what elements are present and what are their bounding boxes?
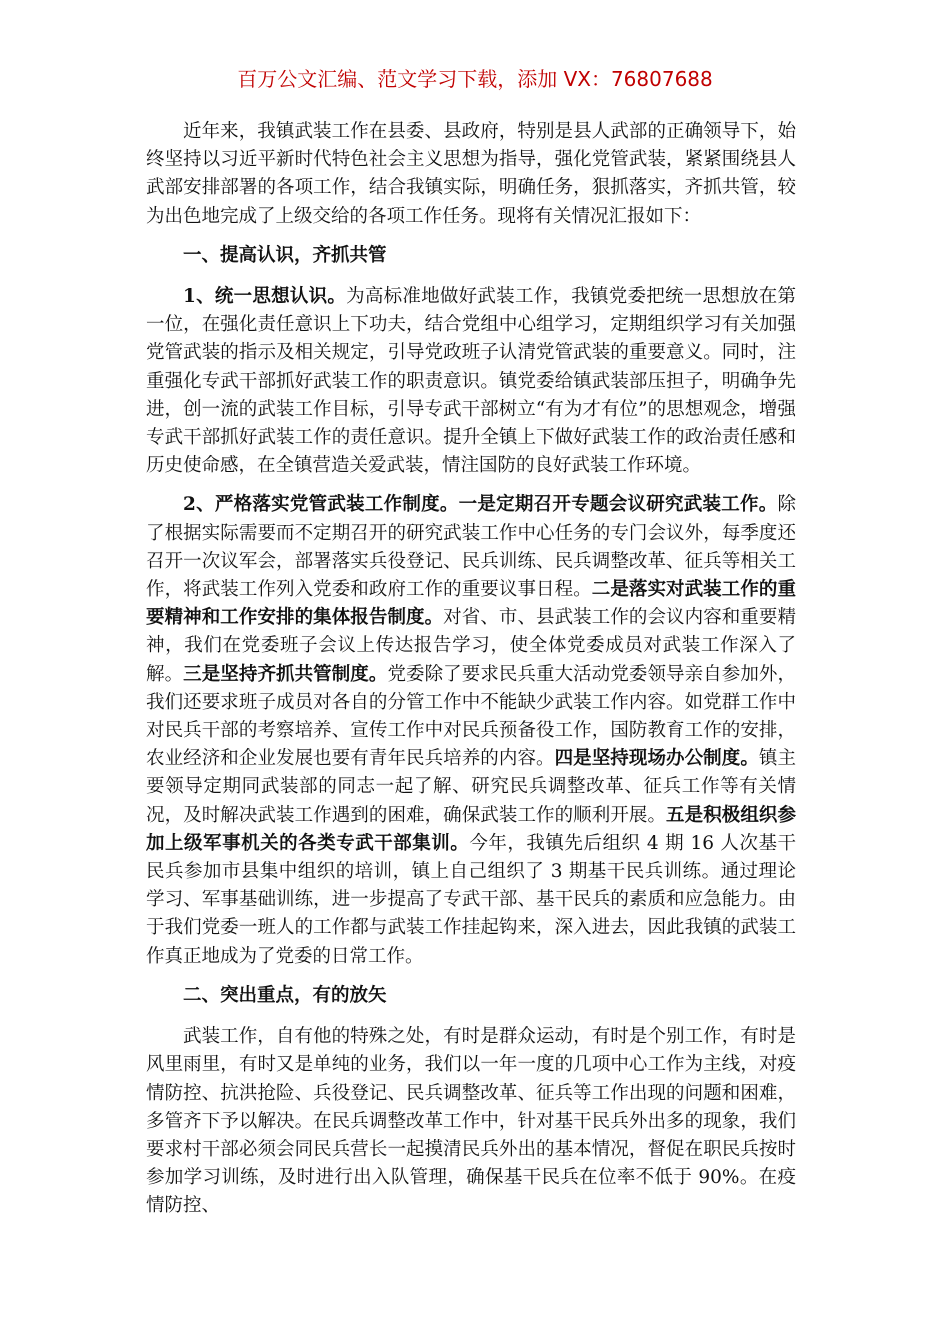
- item-2-point-4-text: 镇主要领导定期同武装部的同志一起了解、研究民兵调整改革、征兵工作等有关情况，及时解决武装工作遇到的困难，确保武装工作的顺利开展。: [146, 748, 796, 826]
- item-2-point-5-text: 今年，我镇先后组织 4 期 16 人次基干民兵参加市县集中组织的培训，镇上自己组织了 3 期基干民兵训练。通过理论学习、军事基础训练，进一步提高了专武干部、基干民兵的素质和应急能力。由于我们党委一班人的工作都与武装工作挂起钩来，深入进去，因此我镇的武装工作真正地成为了党委的日常工作。: [146, 832, 796, 967]
- document-body: [146, 118, 796, 1232]
- item-2-point-3-text: 党委除了要求民兵重大活动党委领导亲自参加外，我们还要求班子成员对各自的分管工作中不能缺少武装工作内容。如党群工作中对民兵干部的考察培养、宣传工作中对民兵预备役工作，国防教育工作的安排，农业经济和企业发展也要有青年民兵培养的内容。: [146, 663, 796, 770]
- item-1-lead: 1、统一思想认识。: [183, 286, 347, 308]
- item-2-point-1-lead: 一是定期召开专题会议研究武装工作。: [458, 494, 778, 516]
- section-1-heading: 一、提高认识，齐抓共管: [183, 244, 387, 266]
- section-2-paragraph: 武装工作，自有他的特殊之处，有时是群众运动，有时是个别工作，有时是风里雨里，有时又是单纯的业务，我们以一年一度的几项中心工作为主线，对疫情防控、抗洪抢险、兵役登记、民兵调整改革、征兵等工作出现的问题和困难，多管齐下予以解决。在民兵调整改革工作中，针对基干民兵外出多的现象，我们要求村干部必须会同民兵营长一起摸清民兵外出的基本情况，督促在职民兵按时参加学习训练，及时进行出入队管理，确保基干民兵在位率不低于 90%。在疫情防控、: [146, 1026, 796, 1217]
- section-2-heading: 二、突出重点，有的放矢: [183, 984, 387, 1006]
- item-2-point-4-lead: 四是坚持现场办公制度。: [554, 748, 759, 770]
- section-1-item-1-paragraph: [146, 283, 796, 480]
- item-2-point-2-text: 对省、市、县武装工作的会议内容和重要精神，我们在党委班子会议上传达报告学习，使全体党委成员对武装工作深入了解。: [146, 607, 796, 685]
- section-1-item-2-paragraph: [146, 491, 796, 970]
- item-2-lead: 2、严格落实党管武装工作制度。: [183, 494, 459, 516]
- header-watermark: 百万公文汇编、范文学习下载，添加 VX：76807688: [237, 67, 713, 91]
- item-1-text: 为高标准地做好武装工作，我镇党委把统一思想放在第一位，在强化责任意识上下功夫，结合党组中心组学习，定期组织学习有关加强党管武装的指示及相关规定，引导党政班子认清党管武装的重要意义。同时，注重强化专武干部抓好武装工作的职责意识。镇党委给镇武装部压担子，明确争先进，创一流的武装工作目标，引导专武干部树立“有为才有位”的思想观念，增强专武干部抓好武装工作的责任意识。提升全镇上下做好武装工作的政治责任感和历史使命感，在全镇营造关爱武装，情注国防的良好武装工作环境。: [146, 286, 796, 477]
- item-2-point-3-lead: 三是坚持齐抓共管制度。: [183, 663, 388, 685]
- item-2-point-5-lead: 五是积极组织参加上级军事机关的各类专武干部集训。: [146, 804, 796, 854]
- intro-paragraph: 近年来，我镇武装工作在县委、县政府，特别是县人武部的正确领导下，始终坚持以习近平新时代特色社会主义思想为指导，强化党管武装，紧紧围绕县人武部安排部署的各项工作，结合我镇实际，明确任务，狠抓落实，齐抓共管，较为出色地完成了上级交给的各项工作任务。现将有关情况汇报如下：: [146, 121, 796, 227]
- item-2-point-1-text: 除了根据实际需要而不定期召开的研究武装工作中心任务的专门会议外，每季度还召开一次议军会，部署落实兵役登记、民兵训练、民兵调整改革、征兵等相关工作，将武装工作列入党委和政府工作的重要议事日程。: [146, 494, 796, 601]
- item-2-point-2-lead: 二是落实对武装工作的重要精神和工作安排的集体报告制度。: [146, 579, 796, 629]
